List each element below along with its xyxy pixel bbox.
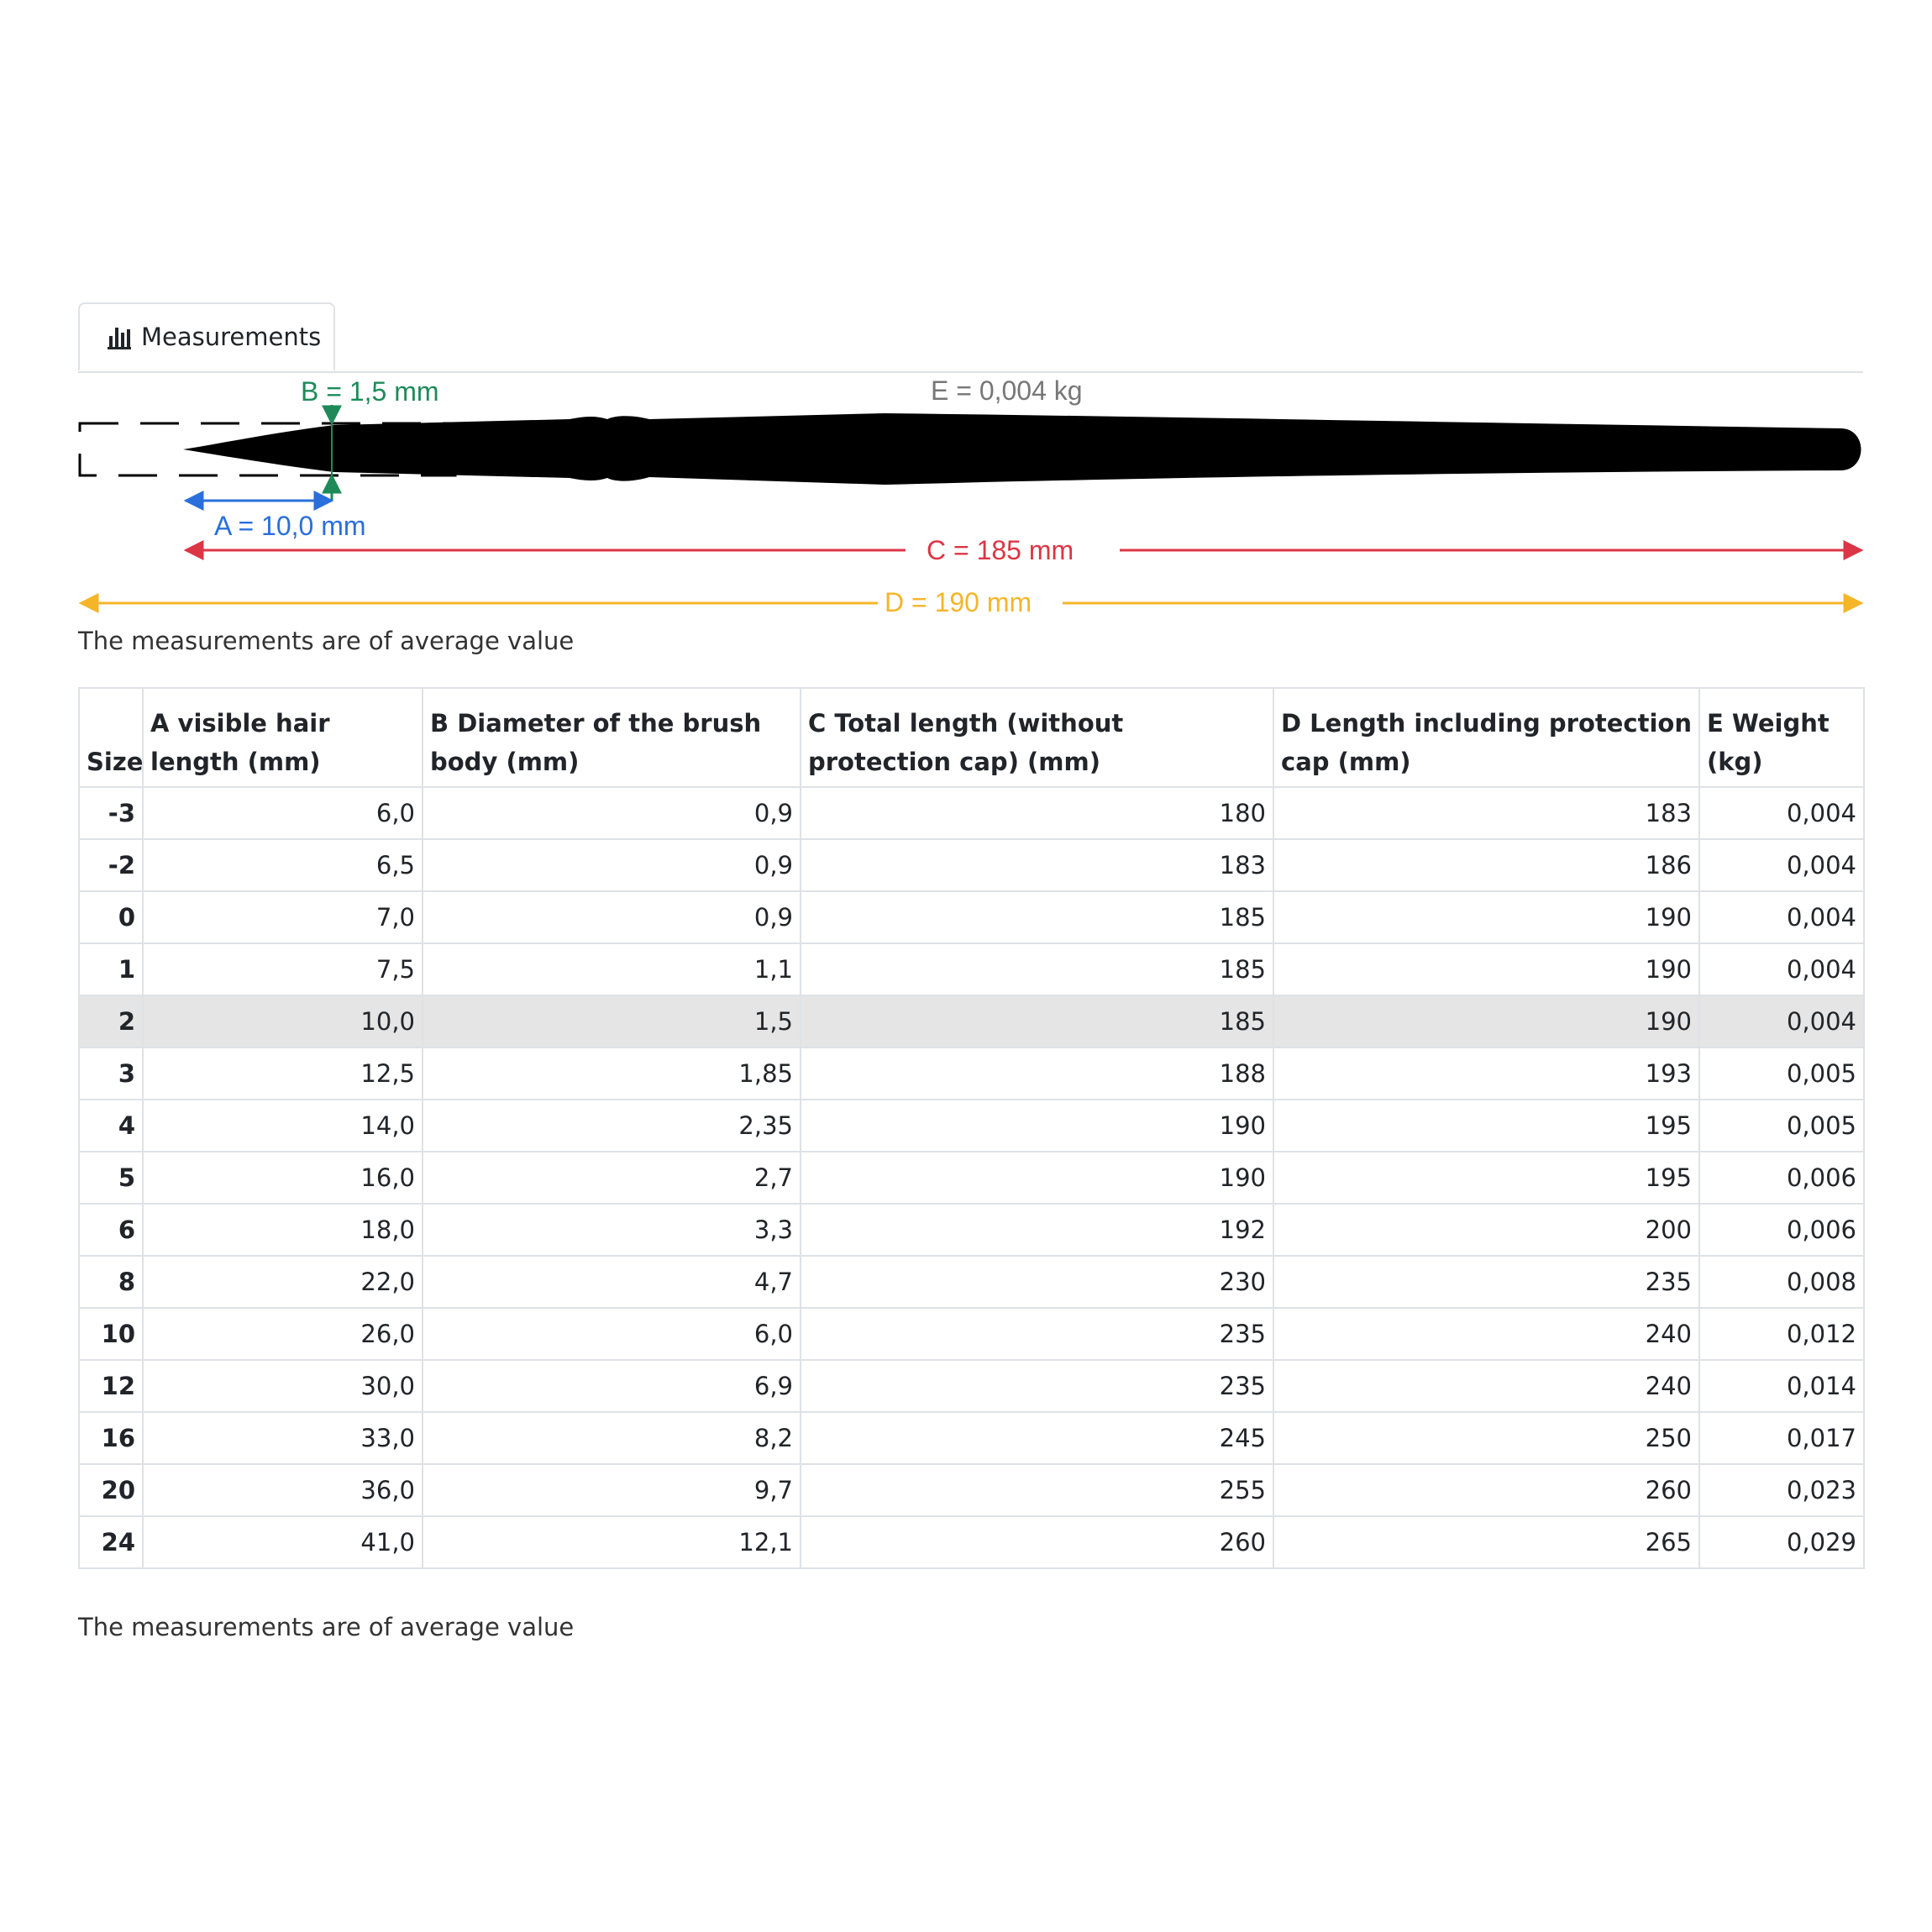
table-cell: 26,0 (143, 1308, 423, 1360)
cell-size: 3 (79, 1047, 143, 1100)
cell-size: -3 (79, 787, 143, 839)
measurements-table (78, 687, 1865, 1569)
cell-size: 6 (79, 1204, 143, 1256)
table-row (79, 943, 1864, 995)
table-cell: 6,5 (143, 839, 423, 891)
header-d: D Length including protection cap (mm) (1273, 688, 1699, 787)
table-cell: 10,0 (143, 995, 423, 1047)
cell-size: 24 (79, 1516, 143, 1568)
tab-measurements[interactable] (78, 302, 335, 371)
table-cell: 41,0 (143, 1516, 423, 1568)
tab-bar (78, 302, 1863, 373)
cell-size: 20 (79, 1464, 143, 1516)
table-cell: 250 (1273, 1412, 1699, 1464)
table-cell: 260 (1273, 1464, 1699, 1516)
table-cell: 185 (801, 891, 1273, 943)
table-row (79, 1100, 1864, 1152)
table-cell: 190 (1273, 995, 1699, 1047)
header-c: C Total length (without protection cap) (mm) (801, 688, 1273, 787)
table-cell: 190 (1273, 891, 1699, 943)
table-cell: 235 (801, 1308, 1273, 1360)
table-cell: 16,0 (143, 1152, 423, 1204)
table-cell: 0,9 (423, 787, 801, 839)
table-cell: 1,85 (423, 1047, 801, 1100)
table-cell: 265 (1273, 1516, 1699, 1568)
table-cell: 230 (801, 1256, 1273, 1308)
table-cell: 190 (801, 1152, 1273, 1204)
table-row (79, 1464, 1864, 1516)
table-cell: 190 (1273, 943, 1699, 995)
table-cell: 200 (1273, 1204, 1699, 1256)
measurements-panel (78, 302, 1863, 1641)
bar-chart-icon (108, 324, 131, 349)
table-cell: 0,9 (423, 839, 801, 891)
table-cell: 0,006 (1699, 1152, 1864, 1204)
table-cell: 0,9 (423, 891, 801, 943)
table-cell: 2,35 (423, 1100, 801, 1152)
c-label: C = 185 mm (927, 535, 1074, 565)
b-label: B = 1,5 mm (301, 376, 439, 407)
table-cell: 0,004 (1699, 995, 1864, 1047)
table-cell: 6,0 (143, 787, 423, 839)
table-cell: 0,004 (1699, 943, 1864, 995)
table-cell: 192 (801, 1204, 1273, 1256)
table-cell: 0,012 (1699, 1308, 1864, 1360)
table-row (79, 839, 1864, 891)
table-body (79, 787, 1864, 1568)
table-row (79, 1204, 1864, 1256)
table-row (79, 1256, 1864, 1308)
table-cell: 0,004 (1699, 787, 1864, 839)
table-cell: 33,0 (143, 1412, 423, 1464)
cell-size: 16 (79, 1412, 143, 1464)
table-row (79, 1360, 1864, 1412)
table-cell: 183 (801, 839, 1273, 891)
cell-size: 8 (79, 1256, 143, 1308)
table-cell: 0,029 (1699, 1516, 1864, 1568)
tab-measurements-label: Measurements (141, 323, 322, 351)
table-cell: 6,0 (423, 1308, 801, 1360)
header-a: A visible hair length (mm) (143, 688, 423, 787)
cell-size: 4 (79, 1100, 143, 1152)
table-cell: 12,1 (423, 1516, 801, 1568)
d-label: D = 190 mm (885, 587, 1032, 617)
table-cell: 1,1 (423, 943, 801, 995)
table-cell: 0,023 (1699, 1464, 1864, 1516)
table-cell: 8,2 (423, 1412, 801, 1464)
table-cell: 0,004 (1699, 839, 1864, 891)
table-row (79, 995, 1864, 1047)
brush-diagram (78, 373, 1863, 642)
table-cell: 240 (1273, 1308, 1699, 1360)
table-cell: 0,006 (1699, 1204, 1864, 1256)
table-header-row (79, 688, 1864, 787)
table-row (79, 1308, 1864, 1360)
table-cell: 1,5 (423, 995, 801, 1047)
table-cell: 0,014 (1699, 1360, 1864, 1412)
table-cell: 4,7 (423, 1256, 801, 1308)
table-cell: 185 (801, 995, 1273, 1047)
header-size: Size (79, 688, 143, 787)
table-row (79, 891, 1864, 943)
table-cell: 0,017 (1699, 1412, 1864, 1464)
table-cell: 36,0 (143, 1464, 423, 1516)
average-note-bottom: The measurements are of average value (78, 1613, 575, 1641)
cell-size: 2 (79, 995, 143, 1047)
table-cell: 0,008 (1699, 1256, 1864, 1308)
brush-silhouette (183, 413, 1861, 485)
table-cell: 7,0 (143, 891, 423, 943)
table-cell: 235 (1273, 1256, 1699, 1308)
table-cell: 195 (1273, 1152, 1699, 1204)
cell-size: 10 (79, 1308, 143, 1360)
table-cell: 190 (801, 1100, 1273, 1152)
table-cell: 255 (801, 1464, 1273, 1516)
table-cell: 240 (1273, 1360, 1699, 1412)
table-row (79, 1412, 1864, 1464)
table-row (79, 1152, 1864, 1204)
table-cell: 180 (801, 787, 1273, 839)
cell-size: 0 (79, 891, 143, 943)
table-cell: 0,005 (1699, 1047, 1864, 1100)
table-row (79, 1516, 1864, 1568)
header-b: B Diameter of the brush body (mm) (423, 688, 801, 787)
table-cell: 22,0 (143, 1256, 423, 1308)
table-cell: 193 (1273, 1047, 1699, 1100)
table-cell: 188 (801, 1047, 1273, 1100)
e-label: E = 0,004 kg (931, 375, 1083, 406)
cell-size: 1 (79, 943, 143, 995)
table-row (79, 1047, 1864, 1100)
table-cell: 195 (1273, 1100, 1699, 1152)
table-cell: 235 (801, 1360, 1273, 1412)
average-note-top: The measurements are of average value (78, 627, 575, 655)
table-cell: 14,0 (143, 1100, 423, 1152)
cell-size: 12 (79, 1360, 143, 1412)
table-cell: 186 (1273, 839, 1699, 891)
a-label: A = 10,0 mm (214, 511, 366, 541)
table-cell: 260 (801, 1516, 1273, 1568)
table-cell: 3,3 (423, 1204, 801, 1256)
table-cell: 245 (801, 1412, 1273, 1464)
cell-size: -2 (79, 839, 143, 891)
table-cell: 0,004 (1699, 891, 1864, 943)
table-cell: 183 (1273, 787, 1699, 839)
table-cell: 6,9 (423, 1360, 801, 1412)
table-row (79, 787, 1864, 839)
table-cell: 12,5 (143, 1047, 423, 1100)
table-cell: 0,005 (1699, 1100, 1864, 1152)
table-cell: 9,7 (423, 1464, 801, 1516)
table-cell: 185 (801, 943, 1273, 995)
table-cell: 2,7 (423, 1152, 801, 1204)
table-cell: 30,0 (143, 1360, 423, 1412)
header-e: E Weight (kg) (1699, 688, 1864, 787)
cell-size: 5 (79, 1152, 143, 1204)
table-cell: 18,0 (143, 1204, 423, 1256)
table-cell: 7,5 (143, 943, 423, 995)
